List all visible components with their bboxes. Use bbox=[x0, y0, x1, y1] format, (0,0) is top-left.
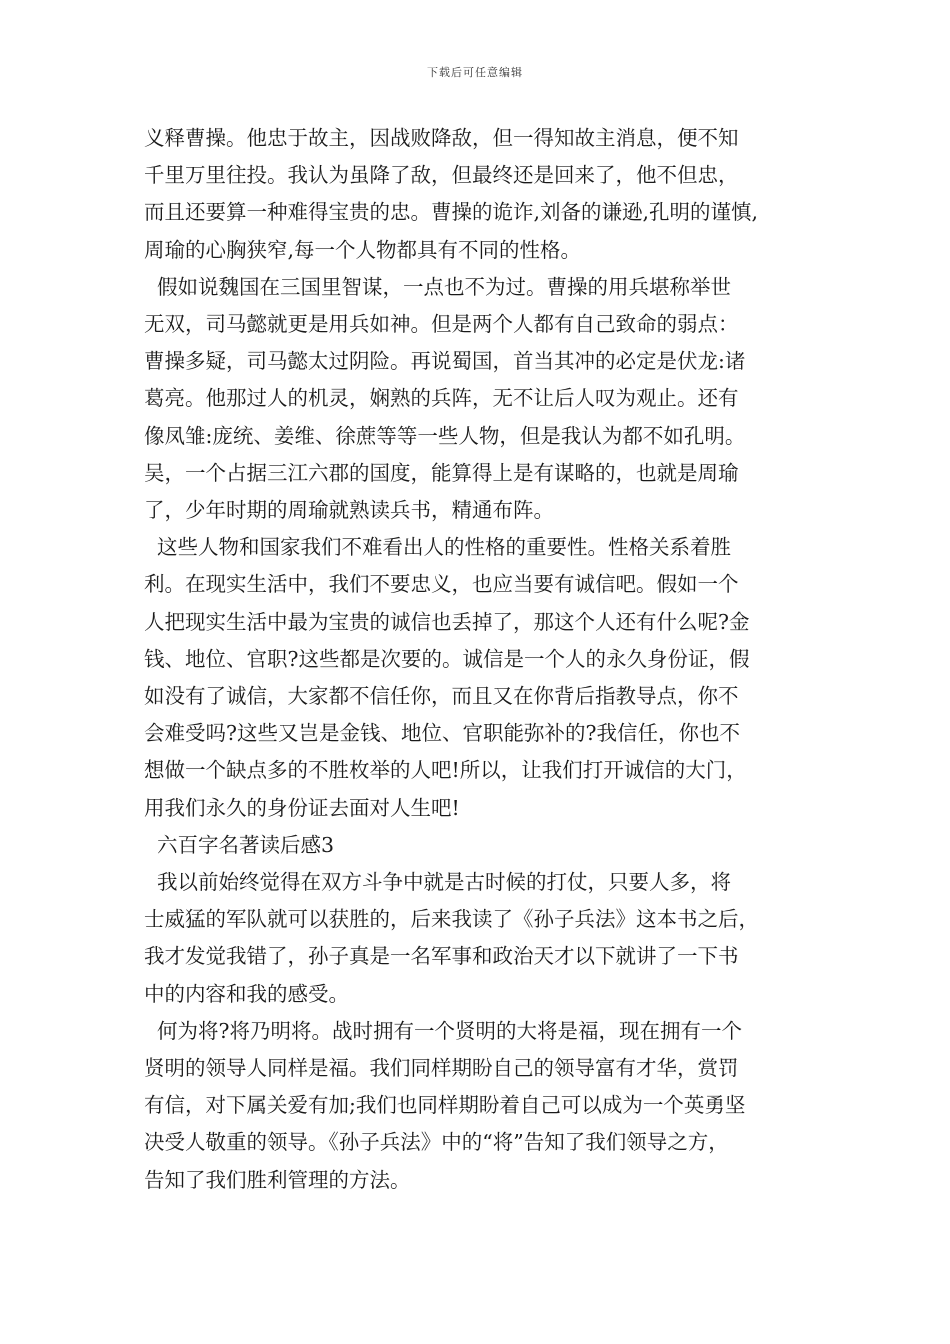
text-line: 而且还要算一种难得宝贵的忠。曹操的诡诈,刘备的谦逊,孔明的谨慎, bbox=[144, 200, 759, 225]
text-line: 周瑜的心胸狭窄,每一个人物都具有不同的性格。 bbox=[144, 237, 582, 262]
text-line: 决受人敬重的领导。《孙子兵法》中的“将”告知了我们领导之方， bbox=[144, 1130, 729, 1155]
text-line: 何为将?将乃明将。战时拥有一个贤明的大将是福，现在拥有一个 bbox=[144, 1018, 743, 1043]
text-line: 千里万里往投。我认为虽降了敌，但最终还是回来了，他不但忠， bbox=[144, 163, 739, 188]
text-line: 如没有了诚信，大家都不信任你，而且又在你背后指教导点，你不 bbox=[144, 684, 739, 709]
text-line: 钱、地位、官职?这些都是次要的。诚信是一个人的永久身份证，假 bbox=[144, 646, 750, 671]
text-line: 想做一个缺点多的不胜枚举的人吧!所以，让我们打开诚信的大门， bbox=[144, 758, 747, 783]
text-line: 无双，司马懿就更是用兵如神。但是两个人都有自己致命的弱点： bbox=[144, 312, 739, 337]
text-line: 告知了我们胜利管理的方法。 bbox=[144, 1167, 411, 1192]
page-header: 下载后可任意编辑 bbox=[427, 66, 523, 79]
text-line: 用我们永久的身份证去面对人生吧! bbox=[144, 795, 460, 820]
text-line: 义释曹操。他忠于故主，因战败降敌，但一得知故主消息，便不知 bbox=[144, 126, 739, 150]
text-line: 有信，对下属关爱有加;我们也同样期盼着自己可以成为一个英勇坚 bbox=[144, 1093, 746, 1118]
text-line: 贤明的领导人同样是福。我们同样期盼自己的领导富有才华，赏罚 bbox=[144, 1056, 739, 1081]
document-body bbox=[144, 120, 824, 1199]
text-line: 中的内容和我的感受。 bbox=[144, 981, 349, 1006]
text-line: 葛亮。他那过人的机灵，娴熟的兵阵，无不让后人叹为观止。还有 bbox=[144, 386, 739, 411]
section-heading: 六百字名著读后感3 bbox=[144, 832, 335, 857]
text-line: 利。在现实生活中，我们不要忠义，也应当要有诚信吧。假如一个 bbox=[144, 572, 739, 597]
text-line: 吴，一个占据三江六郡的国度，能算得上是有谋略的，也就是周瑜 bbox=[144, 460, 739, 485]
text-line: 士威猛的军队就可以获胜的，后来我读了《孙子兵法》这本书之后， bbox=[144, 907, 759, 932]
text-line: 了，少年时期的周瑜就熟读兵书，精通布阵。 bbox=[144, 498, 554, 523]
text-line: 这些人物和国家我们不难看出人的性格的重要性。性格关系着胜 bbox=[144, 535, 732, 560]
text-line: 曹操多疑，司马懿太过阴险。再说蜀国，首当其冲的必定是伏龙:诸 bbox=[144, 349, 746, 374]
text-line: 我才发觉我错了，孙子真是一名军事和政治天才以下就讲了一下书 bbox=[144, 944, 739, 969]
text-line: 我以前始终觉得在双方斗争中就是古时候的打仗，只要人多，将 bbox=[144, 870, 732, 895]
text-line: 人把现实生活中最为宝贵的诚信也丢掉了，那这个人还有什么呢?金 bbox=[144, 609, 750, 634]
text-line: 会难受吗?这些又岂是金钱、地位、官职能弥补的?我信任，你也不 bbox=[144, 721, 740, 746]
text-line: 像凤雏:庞统、姜维、徐蔗等等一些人物，但是我认为都不如孔明。 bbox=[144, 423, 746, 448]
text-line: 假如说魏国在三国里智谋，一点也不为过。曹操的用兵堪称举世 bbox=[144, 274, 732, 299]
